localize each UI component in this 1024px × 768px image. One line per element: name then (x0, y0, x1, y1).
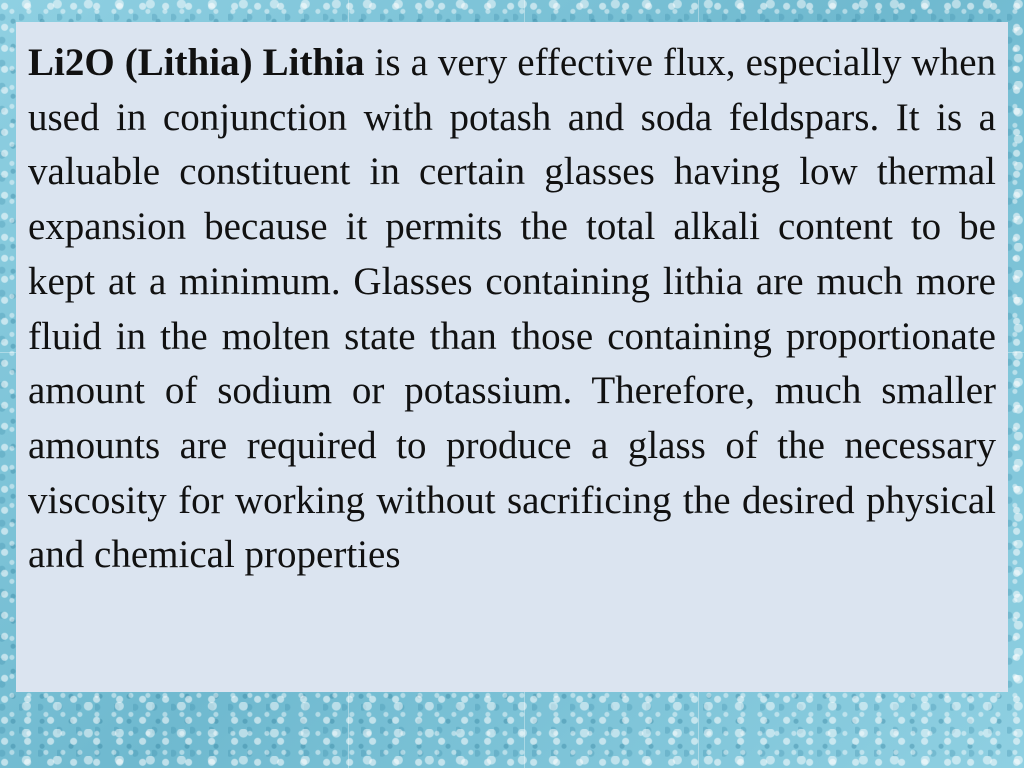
body-paragraph (28, 36, 996, 583)
body-text: is a very effective flux, especially when used in conjunction with potash and soda feldspars. It is a valuable constituent in certain glasses having low thermal expansion because it permits the total alkali content to be kept at a minimum. Glasses containing lithia are much more fluid in the molten state than those containing proportionate amount of sodium or potassium. Therefore, much smaller amounts are required to produce a glass of the necessary viscosity for working without sacrificing the desired physical and chemical properties (28, 41, 997, 577)
text-panel (16, 22, 1008, 692)
lead-term: Lithia (262, 41, 365, 84)
slide-heading: Li2O (Lithia) (28, 41, 253, 84)
